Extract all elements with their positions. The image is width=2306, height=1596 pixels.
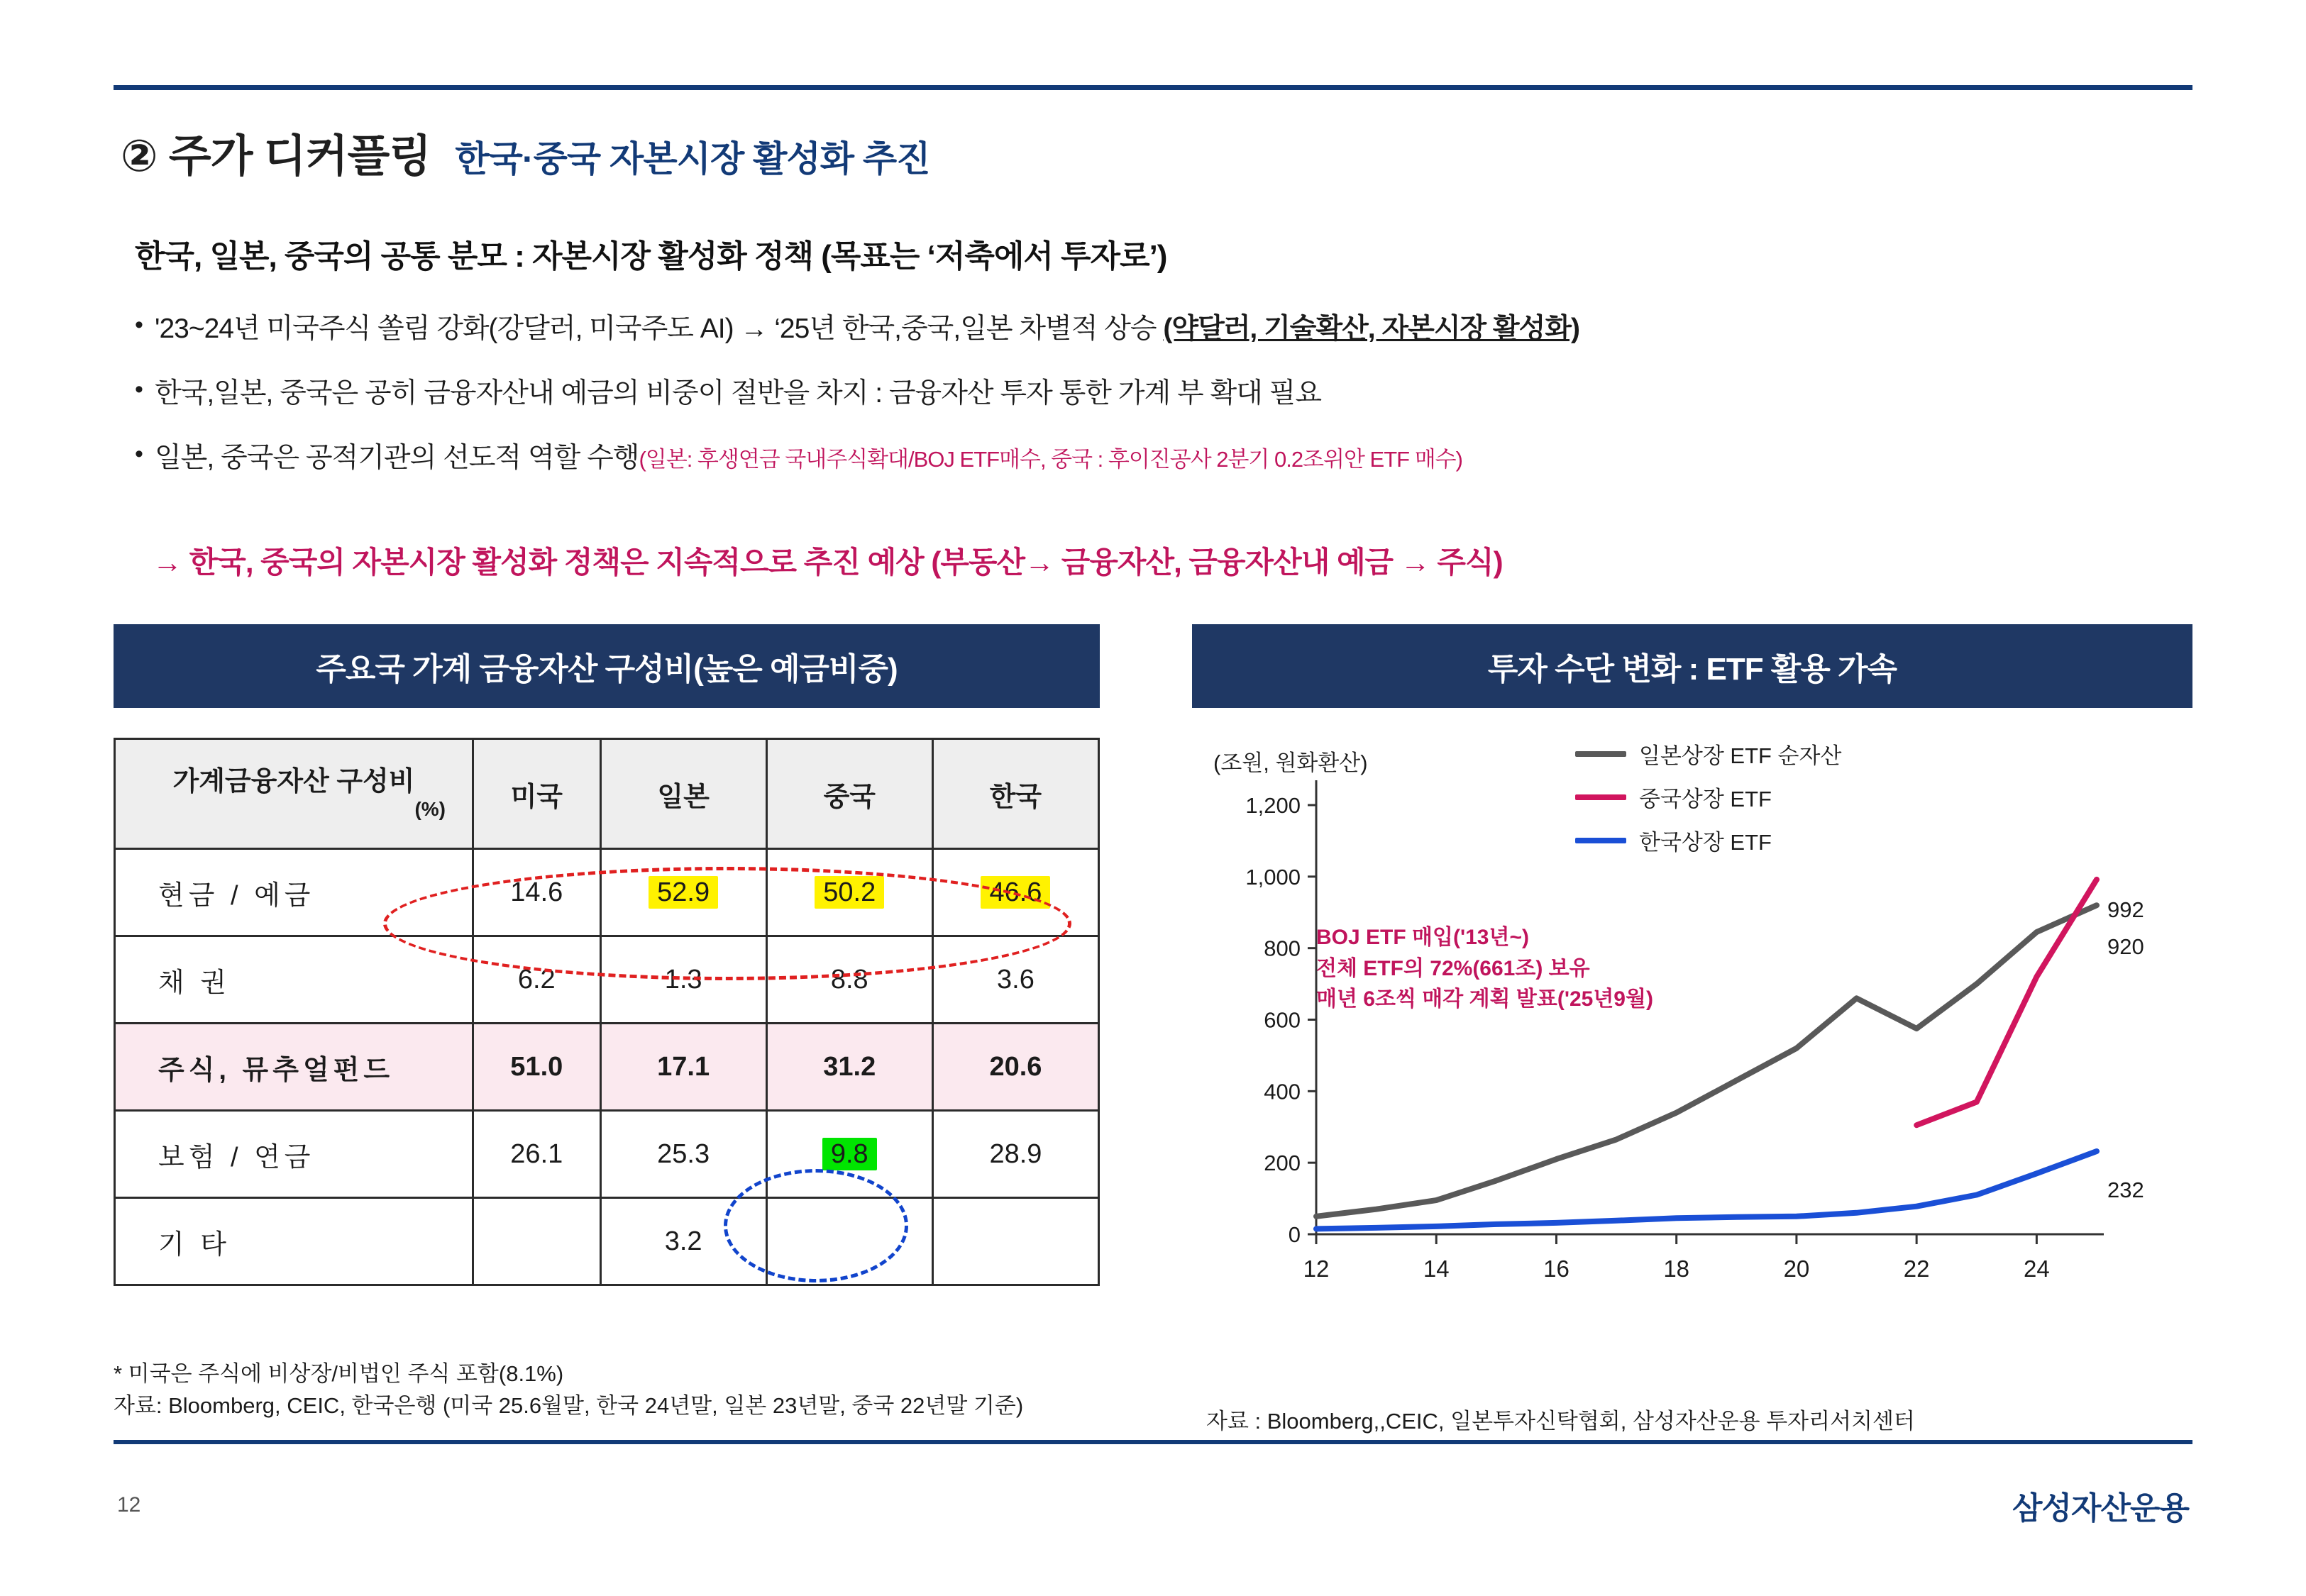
page-subtitle: 한국·중국 자본시장 활성화 추진 [455, 139, 930, 179]
svg-text:0: 0 [1288, 1222, 1301, 1247]
left-footnote [114, 1358, 1023, 1422]
left-footnote-line2: 자료: Bloomberg, CEIC, 한국은행 (미국 25.6월말, 한국 24년말, 일본 23년말, 중국 22년말 기준) [114, 1392, 1024, 1418]
table-corner-header [115, 739, 473, 849]
right-panel-header: 투자 수단 변화 : ETF 활용 가속 [1192, 624, 2192, 708]
cell-china: 8.8 [766, 936, 932, 1024]
left-footnote-line1: * 미국은 주식에 비상장/비법인 주식 포함(8.1%) [114, 1361, 564, 1386]
cell-china [766, 1111, 932, 1198]
bullet-marker: • [135, 440, 143, 467]
cell-korea: 28.9 [932, 1111, 1098, 1198]
svg-text:16: 16 [1543, 1256, 1569, 1282]
chart-end-label-korea: 232 [2107, 1177, 2144, 1202]
bullet-item [135, 441, 2192, 476]
svg-text:22: 22 [1903, 1256, 1930, 1282]
cell-highlight: 50.2 [815, 876, 884, 909]
right-footnote: 자료 : Bloomberg,,CEIC, 일본투자신탁협회, 삼성자산운용 투자리서치센터 [1206, 1409, 1915, 1434]
svg-text:20: 20 [1783, 1256, 1810, 1282]
legend-label-japan: 일본상장 ETF 순자산 [1639, 743, 1842, 768]
household-assets-table-wrap [114, 738, 1100, 1286]
slide-title-row [121, 121, 930, 184]
chart-annotation-line3: 매년 6조씩 매각 계획 발표('25년9월) [1316, 987, 1653, 1011]
bullet-text [155, 441, 2192, 476]
bullet-text-note: (일본: 후생연금 국내주식확대/BOJ ETF매수, 중국 : 후이진공사 2분기 0.2조위안 ETF 매수) [639, 446, 1462, 472]
bullet-text: 한국,일본, 중국은 공히 금융자산내 예금의 비중이 절반을 차지 : 금융자산 투자 통한 가계 부 확대 필요 [155, 377, 1321, 409]
bullet-text-emphasis: (약달러, 기술확산, 자본시장 활성화) [1163, 314, 1580, 344]
svg-text:200: 200 [1264, 1151, 1301, 1176]
cell-japan: 1.3 [600, 936, 766, 1024]
cell-us: 26.1 [473, 1111, 601, 1198]
cell-china: 31.2 [766, 1024, 932, 1111]
chart-unit-label: (조원, 원화환산) [1213, 750, 1368, 775]
bullet-item [135, 377, 2192, 411]
left-panel-header: 주요국 가계 금융자산 구성비(높은 예금비중) [114, 624, 1100, 708]
svg-text:800: 800 [1264, 936, 1301, 961]
table-col-header-korea: 한국 [932, 739, 1098, 849]
cell-korea: 3.6 [932, 936, 1098, 1024]
cell-highlight: 52.9 [649, 876, 718, 909]
bottom-divider [114, 1440, 2192, 1444]
cell-japan: 3.2 [600, 1198, 766, 1285]
chart-end-label-japan: 920 [2107, 934, 2144, 959]
bullet-item [135, 312, 2192, 347]
legend-label-china: 중국상장 ETF [1639, 787, 1772, 811]
chart-plot-svg [1192, 738, 2192, 1362]
table-row [115, 1111, 1099, 1198]
bullet-text-plain: 일본, 중국은 공적기관의 선도적 역할 수행 [155, 442, 639, 473]
row-label: 현금 / 예금 [115, 849, 473, 936]
household-assets-table [114, 738, 1100, 1286]
table-row [115, 1198, 1099, 1285]
svg-text:24: 24 [2024, 1256, 2050, 1282]
headline: 한국, 일본, 중국의 공통 분모 : 자본시장 활성화 정책 (목표는 ‘저축에서 투자로’) [135, 239, 1167, 274]
svg-text:600: 600 [1264, 1007, 1301, 1033]
bullet-list [135, 312, 2192, 505]
svg-text:1,200: 1,200 [1245, 793, 1301, 818]
cell-japan: 25.3 [600, 1111, 766, 1198]
cell-china [766, 849, 932, 936]
table-row [115, 849, 1099, 936]
brand-logo: 삼성자산운용 [2012, 1491, 2189, 1526]
table-header-row [115, 739, 1099, 849]
etf-line-chart [1192, 738, 2192, 1362]
cell-us [473, 1198, 601, 1285]
bullet-marker: • [135, 311, 143, 338]
page-number: 12 [117, 1493, 141, 1517]
cell-us: 14.6 [473, 849, 601, 936]
page-title [121, 121, 431, 184]
row-label: 기 타 [115, 1198, 473, 1285]
table-head [115, 739, 1099, 849]
svg-text:400: 400 [1264, 1079, 1301, 1104]
table-body [115, 849, 1099, 1285]
table-corner-label: 가계금융자산 구성비 [172, 767, 415, 797]
svg-text:18: 18 [1663, 1256, 1690, 1282]
table-row [115, 1024, 1099, 1111]
table-row [115, 936, 1099, 1024]
conclusion-line: → 한국, 중국의 자본시장 활성화 정책은 지속적으로 추진 예상 (부동산→ 금융자산, 금융자산내 예금 → 주식) [153, 545, 1503, 579]
row-label: 주식, 뮤추얼펀드 [115, 1024, 473, 1111]
row-label: 보험 / 연금 [115, 1111, 473, 1198]
bullet-marker: • [135, 375, 143, 403]
table-col-header-us: 미국 [473, 739, 601, 849]
cell-japan: 17.1 [600, 1024, 766, 1111]
chart-end-label-china: 992 [2107, 897, 2144, 922]
svg-text:1,000: 1,000 [1245, 864, 1301, 890]
title-text: 주가 디커플링 [168, 132, 431, 181]
cell-us: 51.0 [473, 1024, 601, 1111]
table-col-header-china: 중국 [766, 739, 932, 849]
table-corner-unit: (%) [414, 797, 446, 820]
svg-text:14: 14 [1423, 1256, 1450, 1282]
cell-korea: 20.6 [932, 1024, 1098, 1111]
cell-highlight: 46.6 [981, 876, 1050, 909]
legend-label-korea: 한국상장 ETF [1639, 830, 1772, 855]
cell-highlight: 9.8 [822, 1138, 877, 1170]
cell-korea [932, 1198, 1098, 1285]
cell-us: 6.2 [473, 936, 601, 1024]
cell-korea [932, 849, 1098, 936]
chart-annotation-line2: 전체 ETF의 72%(661조) 보유 [1316, 956, 1590, 980]
svg-text:12: 12 [1303, 1256, 1330, 1282]
cell-japan [600, 849, 766, 936]
table-col-header-japan: 일본 [600, 739, 766, 849]
title-number: ② [121, 132, 158, 181]
bullet-text [155, 312, 2192, 347]
top-divider [114, 85, 2192, 90]
bullet-text-plain: '23~24년 미국주식 쏠림 강화(강달러, 미국주도 AI) → ‘25년 한국,중국,일본 차별적 상승 [155, 314, 1164, 344]
row-label: 채 권 [115, 936, 473, 1024]
cell-china [766, 1198, 932, 1285]
chart-annotation-line1: BOJ ETF 매입('13년~) [1316, 926, 1529, 949]
